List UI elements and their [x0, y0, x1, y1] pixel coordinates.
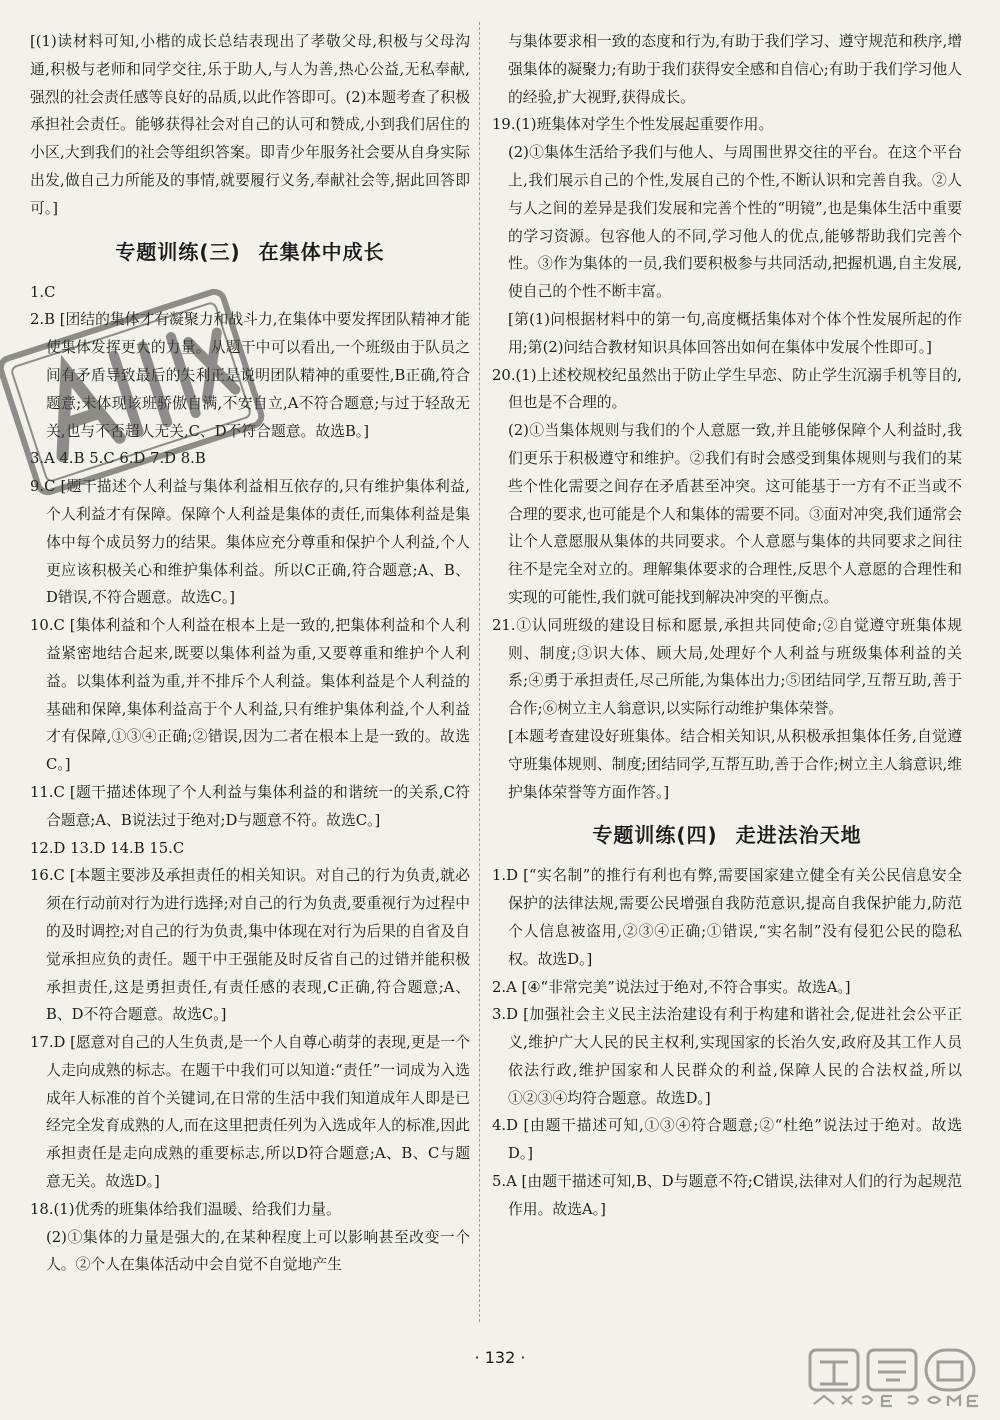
answer-item-19-note: [第(1)问根据材料中的第一句,高度概括集体对个体个性发展所起的作用;第(2)问结合教材知识具体回答出如何在集体中发展个性即可。] — [508, 310, 962, 356]
answer-item-b5: 5.A [由题干描述可知,B、D与题意不符;C错误,法律对人们的行为起规范作用。故选A。] — [492, 1173, 962, 1218]
answer-item-10: 10.C [集体利益和个人利益在根本上是一致的,把集体利益和个人利益紧密地结合起来,既要以集体利益为重,又要尊重和维护个人利益。以集体利益为重,并不排斥个人利益。集体利益是个人利益的基础和保障,集体利益高于个人利益,只有维护集体利益,个人利益才有保障,①③④正确;②错误,因为二者在根本上是一致的。故选C。] — [30, 617, 470, 774]
section-label: 专题训练(三) — [115, 239, 241, 264]
answer-item-16: 16.C [本题主要涉及承担责任的相关知识。对自己的行为负责,就必须在行动前对行为进行选择;对自己的行为负责,要重视行为过程中的及时调控;对自己的行为负责,集中体现在对行为后果的自省及自觉承担应负的责任。题干中王强能及时反省自己的过错并能积极承担责任,这是勇担责任,有责任感的表现,C正确,符合题意;A、B、D不符合题意。故选C。] — [30, 867, 471, 1024]
answer-item-2: 2.B [团结的集体才有凝聚力和战斗力,在集体中要发挥团队精神才能使集体发挥更大的力量。从题干中可以看出,一个班级由于队员之间有矛盾导致最后的失利正是说明团队精神的重要性,B正确,符合题意;未体现该班骄傲自满,不安自立,A不符合题意;与过于轻敌无关,也与不否超人无关,C、D不符合题意。故选B。] — [30, 311, 470, 440]
left-column — [30, 28, 470, 1279]
answer-item-18-part1: 18.(1)优秀的班集体给我们温暖、给我们力量。 — [30, 1200, 341, 1218]
answer-item-12-15: 12.D 13.D 14.B 15.C — [30, 839, 185, 857]
answer-logo-icon — [808, 1348, 984, 1414]
answer-item-3-8: 3.A 4.B 5.C 6.D 7.D 8.B — [30, 450, 206, 468]
right-column — [492, 28, 962, 1224]
answer-item-b1: 1.D [“实名制”的推行有利也有弊,需要国家建立健全有关公民信息安全保护的法律法规,需要公民增强自我防范意识,提高自我保护能力,防范个人信息被盗用,②③④正确;①错误,“实名制”没有侵犯公民的隐私权。故选D。] — [492, 867, 962, 968]
answer-item-b2: 2.A [④“非常完美”说法过于绝对,不符合事实。故选A。] — [492, 978, 851, 996]
answer-item-20-part2: (2)①当集体规则与我们的个人意愿一致,并且能够保障个人利益时,我们更乐于积极遵守和维护。②我们有时会感受到集体规则与我们的某些个性化需要之间存在矛盾甚至冲突。这可能基于一方有不正当或不合理的要求,也可能是个人和集体的需要不同。③面对冲突,我们通常会让个人意愿服从集体的共同要求。个人意愿与集体的共同要求之间往往不是完全对立的。理解集体要求的合理性,反思个人意愿的合理性和实现的可能性,我们就可能找到解决冲突的平衡点。 — [508, 422, 962, 606]
answer-item-11: 11.C [题干描述体现了个人利益与集体利益的和谐统一的关系,C符合题意;A、B说法过于绝对;D与题意不符。故选C。] — [30, 783, 470, 829]
page-number: · 132 · — [474, 1348, 526, 1367]
answer-item-1: 1.C — [30, 283, 56, 301]
answer-item-20-part1: 20.(1)上述校规校纪虽然出于防止学生早恋、防止学生沉溺手机等目的,但也是不合理的。 — [492, 366, 962, 412]
answer-item-19-part1: 19.(1)班集体对学生个性发展起重要作用。 — [492, 116, 774, 134]
answer-item-b4: 4.D [由题干描述可知,①③④符合题意;②“杜绝”说法过于绝对。故选D。] — [492, 1117, 962, 1163]
answer-item-19-part2: (2)①集体生活给予我们与他人、与周围世界交往的平台。在这个平台上,我们展示自己的个性,发展自己的个性,不断认识和完善自我。②人与人之间的差异是我们发展和完善个性的“明镜”,也是集体生活中重要的学习资源。包容他人的不同,学习他人的优点,能够帮助我们完善个性。③作为集体的一员,我们要积极参与共同活动,把握机遇,自主发展,使自己的个性不断丰富。 — [508, 144, 962, 301]
column-divider — [479, 22, 481, 1322]
answer-explanation: [(1)读材料可知,小楷的成长总结表现出了孝敬父母,积极与父母沟通,积极与老师和同学交往,乐于助人,与人为善,热心公益,无私奉献,强烈的社会责任感等良好的品质,以此作答即可。(2)本题考查了积极承担社会责任。能够获得社会对自己的认可和赞成,小到我们居住的小区,大到我们的社会等组织答案。即青少年服务社会要从自身实际出发,做自己力所能及的事情,就要履行义务,奉献社会等,据此回答即可。] — [30, 33, 470, 217]
answer-item-18-continued: 与集体要求相一致的态度和行为,有助于我们学习、遵守规范和秩序,增强集体的凝聚力;有助于我们获得安全感和自信心;有助于我们学习他人的经验,扩大视野,获得成长。 — [508, 33, 962, 106]
section-title-3 — [30, 237, 470, 267]
section-title-4 — [492, 820, 962, 850]
answer-item-b3: 3.D [加强社会主义民主法治建设有利于构建和谐社会,促进社会公平正义,维护广大人民的民主权利,实现国家的长治久安,政府及其工作人员依法行政,维护国家和人民群众的利益,保障人民的合法权益,所以①②③④均符合题意。故选D。] — [492, 1006, 962, 1107]
section-name: 走进法治天地 — [735, 823, 862, 848]
answer-item-21: 21.①认同班级的建设目标和愿景,承担共同使命;②自觉遵守班集体规则、制度;③识大体、顾大局,处理好个人利益与班级集体利益的关系;④勇于承担责任,尽己所能,为集体出力;⑤团结同学,互帮互助,善于合作;⑥树立主人翁意识,以实际行动维护集体荣誉。 — [492, 616, 962, 718]
answer-item-18-part2: (2)①集体的力量是强大的,在某种程度上可以影响甚至改变一个人。②个人在集体活动中会自觉不自觉地产生 — [46, 1228, 470, 1274]
answer-item-9: 9.C [题干描述个人利益与集体利益相互依存的,只有维护集体利益,个人利益才有保障。保障个人利益是集体的责任,而集体利益是集体中每个成员努力的结果。集体应充分尊重和保护个人利益,个人更应该积极关心和维护集体利益。所以C正确,符合题意;A、B、D错误,不符合题意。故选C。] — [30, 478, 470, 607]
section-name: 在集体中成长 — [258, 239, 385, 264]
answer-item-17: 17.D [愿意对自己的人生负责,是一个人自尊心萌芽的表现,更是一个人走向成熟的标志。在题干中我们可以知道:“责任”一词成为入选成年人标准的首个关键词,在日常的生活中我们知道成年人即是已经完全发育成熟的人,而在这里把责任列为入选成年人的标准,因此承担责任是走向成熟的重要标志,所以D符合题意;A、B、C与题意无关。故选D。] — [30, 1034, 470, 1191]
answer-item-21-note: [本题考查建设好班集体。结合相关知识,从积极承担集体任务,自觉遵守班集体规则、制度;团结同学,互帮互助,善于合作;树立主人翁意识,维护集体荣誉等方面作答。] — [508, 727, 962, 801]
section-label: 专题训练(四) — [592, 823, 718, 848]
